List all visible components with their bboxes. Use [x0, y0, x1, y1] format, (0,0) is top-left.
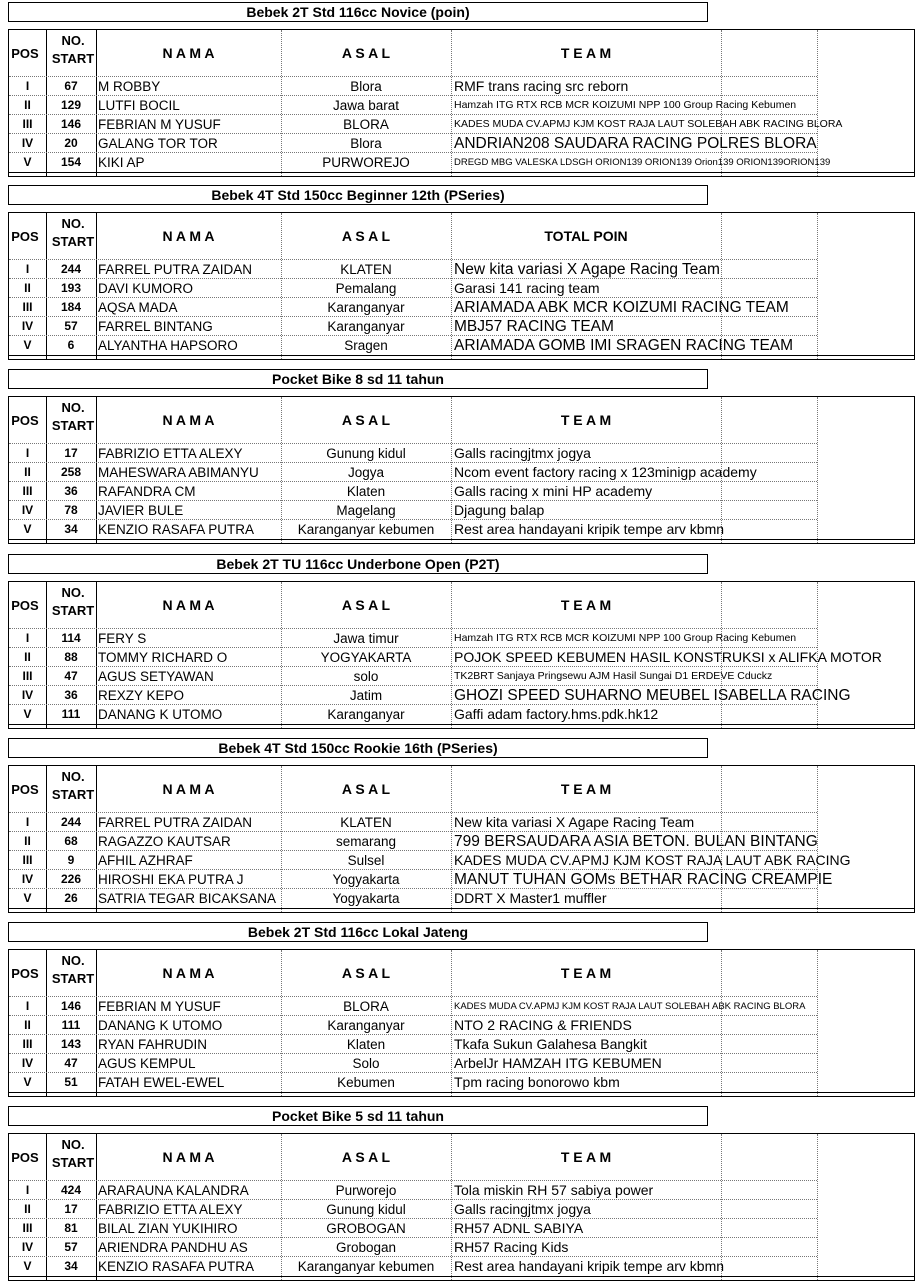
header-start: START: [51, 418, 95, 433]
result-row: [9, 1035, 914, 1054]
table-bottom-rule: [9, 724, 914, 725]
results-table: [8, 212, 915, 360]
rider-origin: Pemalang: [335, 281, 397, 296]
race-section: [0, 554, 920, 734]
position: III: [22, 484, 33, 498]
start-number: 36: [64, 688, 78, 702]
position: V: [23, 707, 32, 721]
result-row: [9, 686, 914, 705]
rider-name: DAVI KUMORO: [98, 281, 194, 296]
header-nama: N A M A: [162, 965, 215, 981]
position: II: [24, 1202, 31, 1216]
rider-name: KIKI AP: [98, 155, 145, 170]
result-row: [9, 667, 914, 686]
race-section: [0, 738, 920, 918]
result-row: [9, 813, 914, 832]
header-team: T E A M: [560, 412, 612, 428]
rider-origin: BLORA: [343, 999, 389, 1014]
rider-origin: Purworejo: [335, 1183, 397, 1198]
rider-team: GHOZI SPEED SUHARNO MEUBEL ISABELLA RACING: [454, 687, 851, 704]
start-number: 6: [67, 338, 75, 352]
rider-name: ARARAUNA KALANDRA: [98, 1183, 249, 1198]
start-number: 226: [60, 872, 82, 886]
rider-name: FABRIZIO ETTA ALEXY: [98, 446, 243, 461]
rider-team: Galls racingjtmx jogya: [454, 445, 591, 461]
rider-name: KENZIO RASAFA PUTRA: [98, 1259, 255, 1274]
rider-team: TK2BRT Sanjaya Pringsewu AJM Hasil Sungai D1 ERDEVE Cduckz: [454, 670, 773, 682]
start-number: 244: [60, 815, 82, 829]
position: III: [22, 853, 33, 867]
position: II: [24, 650, 31, 664]
race-section: [0, 2, 920, 182]
header-no-start: [50, 952, 96, 988]
start-number: 20: [64, 136, 78, 150]
header-no-start: [50, 768, 96, 804]
rider-name: FEBRIAN M YUSUF: [98, 117, 221, 132]
rider-team: RH57 Racing Kids: [454, 1239, 569, 1255]
section-title: Bebek 4T Std 150cc Rookie 16th (PSeries): [8, 738, 708, 758]
header-start: START: [51, 787, 95, 802]
rider-name: HIROSHI EKA PUTRA J: [98, 872, 244, 887]
rider-team: Tkafa Sukun Galahesa Bangkit: [454, 1036, 648, 1052]
header-pos: POS: [11, 597, 39, 613]
position: IV: [21, 319, 34, 333]
rider-name: KENZIO RASAFA PUTRA: [98, 522, 255, 537]
position: V: [23, 1075, 32, 1089]
rider-team: RMF trans racing src reborn: [454, 78, 629, 94]
rider-name: AQSA MADA: [98, 300, 178, 315]
rider-team: Djagung balap: [454, 502, 545, 518]
result-row: [9, 1257, 914, 1276]
header-asal: A S A L: [341, 412, 391, 428]
rider-origin: Yogyakarta: [332, 891, 400, 906]
rider-origin: Klaten: [346, 484, 386, 499]
rider-team: POJOK SPEED KEBUMEN HASIL KONSTRUKSI x ALIFKA MOTOR: [454, 649, 882, 665]
section-title: Pocket Bike 8 sd 11 tahun: [8, 369, 708, 389]
header-team: TOTAL POIN: [544, 228, 628, 244]
result-row: [9, 317, 914, 336]
position: V: [23, 522, 32, 536]
result-row: [9, 96, 914, 115]
position: IV: [21, 688, 34, 702]
table-bottom-rule: [9, 355, 914, 356]
position: I: [25, 79, 30, 93]
rider-name: RAFANDRA CM: [98, 484, 196, 499]
rider-name: FARREL PUTRA ZAIDAN: [98, 262, 253, 277]
position: IV: [21, 1056, 34, 1070]
rider-origin: Sulsel: [347, 853, 385, 868]
rider-name: GALANG TOR TOR: [98, 136, 218, 151]
results-table: [8, 765, 915, 913]
header-team: T E A M: [560, 965, 612, 981]
rider-name: BILAL ZIAN YUKIHIRO: [98, 1221, 238, 1236]
rider-team: Galls racingjtmx jogya: [454, 1201, 591, 1217]
header-no-start: [50, 399, 96, 435]
start-number: 184: [60, 300, 82, 314]
rider-origin: BLORA: [343, 117, 389, 132]
rider-origin: solo: [353, 669, 379, 684]
header-pos: POS: [11, 45, 39, 61]
header-start: START: [51, 51, 95, 66]
rider-name: FEBRIAN M YUSUF: [98, 999, 221, 1014]
header-no-start: [50, 32, 96, 68]
result-row: [9, 1054, 914, 1073]
rider-origin: Karanganyar kebumen: [297, 522, 435, 537]
rider-name: TOMMY RICHARD O: [98, 650, 228, 665]
header-asal: A S A L: [341, 781, 391, 797]
section-title: Pocket Bike 5 sd 11 tahun: [8, 1106, 708, 1126]
rider-team: NTO 2 RACING & FRIENDS: [454, 1017, 632, 1033]
start-number: 258: [60, 465, 82, 479]
result-row: [9, 889, 914, 908]
header-pos: POS: [11, 228, 39, 244]
result-row: [9, 1073, 914, 1092]
header-pos: POS: [11, 781, 39, 797]
results-table: [8, 1133, 915, 1281]
position: II: [24, 834, 31, 848]
result-row: [9, 463, 914, 482]
table-bottom-rule: [9, 539, 914, 540]
rider-team: MBJ57 RACING TEAM: [454, 318, 614, 335]
start-number: 111: [61, 707, 81, 721]
start-number: 51: [64, 1075, 78, 1089]
header-start: START: [51, 1155, 95, 1170]
start-number: 67: [64, 79, 78, 93]
start-number: 17: [64, 446, 78, 460]
rider-name: FATAH EWEL-EWEL: [98, 1075, 225, 1090]
rider-origin: Karanganyar: [327, 300, 405, 315]
position: I: [25, 1183, 30, 1197]
rider-team: Tola miskin RH 57 sabiya power: [454, 1182, 654, 1198]
position: III: [22, 117, 33, 131]
rider-name: FERY S: [98, 631, 147, 646]
start-number: 154: [60, 155, 82, 169]
header-no: NO.: [61, 400, 85, 415]
position: IV: [21, 872, 34, 886]
rider-origin: KLATEN: [340, 815, 392, 830]
rider-origin: GROBOGAN: [326, 1221, 406, 1236]
results-table: [8, 396, 915, 544]
rider-origin: Blora: [350, 79, 382, 94]
position: II: [24, 98, 31, 112]
position: I: [25, 999, 30, 1013]
header-start: START: [51, 971, 95, 986]
position: II: [24, 281, 31, 295]
result-row: [9, 1219, 914, 1238]
header-no: NO.: [61, 585, 85, 600]
rider-name: REXZY KEPO: [98, 688, 185, 703]
position: V: [23, 338, 32, 352]
header-no-start: [50, 215, 96, 251]
result-row: [9, 134, 914, 153]
rider-team: New kita variasi X Agape Racing Team: [454, 261, 720, 278]
rider-team: ARIAMADA ABK MCR KOIZUMI RACING TEAM: [454, 299, 789, 316]
position: IV: [21, 503, 34, 517]
position: II: [24, 465, 31, 479]
start-number: 34: [64, 522, 78, 536]
rider-origin: Yogyakarta: [332, 872, 400, 887]
result-row: [9, 870, 914, 889]
start-number: 47: [64, 669, 78, 683]
rider-team: ANDRIAN208 SAUDARA RACING POLRES BLORA: [454, 135, 817, 152]
rider-name: MAHESWARA ABIMANYU: [98, 465, 259, 480]
position: IV: [21, 1240, 34, 1254]
rider-origin: Karanganyar: [327, 707, 405, 722]
rider-name: AFHIL AZHRAF: [98, 853, 193, 868]
result-row: [9, 648, 914, 667]
start-number: 114: [61, 631, 81, 645]
rider-origin: Sragen: [344, 338, 388, 353]
rider-name: ARIENDRA PANDHU AS: [98, 1240, 248, 1255]
rider-name: JAVIER BULE: [98, 503, 184, 518]
result-row: [9, 1200, 914, 1219]
rider-team: Galls racing x mini HP academy: [454, 483, 653, 499]
rider-origin: Karanganyar: [327, 1018, 405, 1033]
rider-team: RH57 ADNL SABIYA: [454, 1220, 584, 1236]
start-number: 36: [64, 484, 78, 498]
rider-origin: Karanganyar: [327, 319, 405, 334]
header-asal: A S A L: [341, 597, 391, 613]
rider-team: MANUT TUHAN GOMs BETHAR RACING CREAMPIE: [454, 871, 833, 888]
header-asal: A S A L: [341, 1149, 391, 1165]
position: II: [24, 1018, 31, 1032]
rider-origin: Klaten: [346, 1037, 386, 1052]
header-asal: A S A L: [341, 965, 391, 981]
rider-origin: KLATEN: [340, 262, 392, 277]
race-section: [0, 1106, 920, 1286]
results-table: [8, 949, 915, 1097]
rider-name: RAGAZZO KAUTSAR: [98, 834, 231, 849]
position: V: [23, 891, 32, 905]
start-number: 193: [60, 281, 82, 295]
rider-name: RYAN FAHRUDIN: [98, 1037, 208, 1052]
result-row: [9, 832, 914, 851]
rider-name: LUTFI BOCIL: [98, 98, 180, 113]
result-row: [9, 444, 914, 463]
rider-name: ALYANTHA HAPSORO: [98, 338, 238, 353]
header-no: NO.: [61, 1137, 85, 1152]
header-pos: POS: [11, 1149, 39, 1165]
rider-team: Rest area handayani kripik tempe arv kbmn: [454, 1258, 725, 1274]
start-number: 47: [64, 1056, 78, 1070]
position: V: [23, 1259, 32, 1273]
rider-team: Tpm racing bonorowo kbm: [454, 1074, 620, 1090]
result-row: [9, 1181, 914, 1200]
start-number: 26: [64, 891, 78, 905]
race-section: [0, 369, 920, 549]
section-title: Bebek 2T Std 116cc Novice (poin): [8, 2, 708, 22]
start-number: 146: [60, 999, 82, 1013]
result-row: [9, 997, 914, 1016]
start-number: 111: [61, 1018, 81, 1032]
header-nama: N A M A: [162, 781, 215, 797]
race-section: [0, 922, 920, 1102]
header-no: NO.: [61, 216, 85, 231]
start-number: 81: [64, 1221, 78, 1235]
rider-name: AGUS KEMPUL: [98, 1056, 196, 1071]
rider-team: ArbelJr HAMZAH ITG KEBUMEN: [454, 1055, 662, 1071]
rider-team: KADES MUDA CV.APMJ KJM KOST RAJA LAUT SOLEBAH ABK RACING BLORA: [454, 118, 843, 130]
rider-origin: Gunung kidul: [326, 1202, 406, 1217]
result-row: [9, 629, 914, 648]
position: I: [25, 631, 30, 645]
result-row: [9, 501, 914, 520]
rider-name: SATRIA TEGAR BICAKSANA: [98, 891, 277, 906]
section-title: Bebek 2T TU 116cc Underbone Open (P2T): [8, 554, 708, 574]
start-number: 57: [64, 319, 78, 333]
rider-origin: PURWOREJO: [322, 155, 410, 170]
position: IV: [21, 136, 34, 150]
result-row: [9, 115, 914, 134]
rider-name: FARREL PUTRA ZAIDAN: [98, 815, 253, 830]
rider-team: DDRT X Master1 muffler: [454, 890, 607, 906]
start-number: 424: [60, 1183, 82, 1197]
start-number: 57: [64, 1240, 78, 1254]
rider-team: Hamzah ITG RTX RCB MCR KOIZUMI NPP 100 Group Racing Kebumen: [454, 632, 797, 644]
rider-name: AGUS SETYAWAN: [98, 669, 214, 684]
position: III: [22, 669, 33, 683]
header-no: NO.: [61, 33, 85, 48]
rider-team: Rest area handayani kripik tempe arv kbmn: [454, 521, 725, 537]
position: III: [22, 1037, 33, 1051]
rider-team: KADES MUDA CV.APMJ KJM KOST RAJA LAUT ABK RACING: [454, 852, 851, 868]
rider-team: Ncom event factory racing x 123minigp academy: [454, 464, 757, 480]
result-row: [9, 1016, 914, 1035]
start-number: 143: [60, 1037, 82, 1051]
rider-team: ARIAMADA GOMB IMI SRAGEN RACING TEAM: [454, 337, 794, 354]
result-row: [9, 153, 914, 172]
result-row: [9, 336, 914, 355]
rider-origin: Grobogan: [335, 1240, 397, 1255]
start-number: 78: [64, 503, 78, 517]
header-team: T E A M: [560, 45, 612, 61]
result-row: [9, 279, 914, 298]
header-nama: N A M A: [162, 45, 215, 61]
rider-team: KADES MUDA CV.APMJ KJM KOST RAJA LAUT SOLEBAH ABK RACING BLORA: [454, 1001, 806, 1012]
rider-origin: Jawa timur: [333, 631, 399, 646]
position: I: [25, 446, 30, 460]
rider-origin: Karanganyar kebumen: [297, 1259, 435, 1274]
header-team: T E A M: [560, 781, 612, 797]
table-bottom-rule: [9, 1276, 914, 1277]
rider-name: M ROBBY: [98, 79, 161, 94]
table-bottom-rule: [9, 172, 914, 173]
section-title: Bebek 2T Std 116cc Lokal Jateng: [8, 922, 708, 942]
header-no: NO.: [61, 769, 85, 784]
result-row: [9, 851, 914, 870]
rider-origin: Magelang: [336, 503, 396, 518]
rider-team: DREGD MBG VALESKA LDSGH ORION139 ORION139 Orion139 ORION139ORION139: [454, 157, 831, 168]
header-nama: N A M A: [162, 412, 215, 428]
result-row: [9, 260, 914, 279]
rider-team: New kita variasi X Agape Racing Team: [454, 814, 695, 830]
rider-origin: Kebumen: [337, 1075, 395, 1090]
start-number: 129: [60, 98, 82, 112]
start-number: 68: [64, 834, 78, 848]
header-no-start: [50, 584, 96, 620]
start-number: 17: [64, 1202, 78, 1216]
rider-team: Hamzah ITG RTX RCB MCR KOIZUMI NPP 100 Group Racing Kebumen: [454, 99, 797, 111]
result-row: [9, 77, 914, 96]
start-number: 34: [64, 1259, 78, 1273]
table-bottom-rule: [9, 1092, 914, 1093]
header-nama: N A M A: [162, 1149, 215, 1165]
rider-name: DANANG K UTOMO: [98, 707, 223, 722]
start-number: 88: [64, 650, 78, 664]
position: I: [25, 815, 30, 829]
rider-origin: Blora: [350, 136, 382, 151]
rider-origin: semarang: [335, 834, 397, 849]
position: V: [23, 155, 32, 169]
header-team: T E A M: [560, 1149, 612, 1165]
table-bottom-rule: [9, 908, 914, 909]
rider-origin: Jogya: [347, 465, 385, 480]
start-number: 9: [67, 853, 75, 867]
rider-team: Gaffi adam factory.hms.pdk.hk12: [454, 706, 659, 722]
header-no: NO.: [61, 953, 85, 968]
position: III: [22, 1221, 33, 1235]
header-start: START: [51, 603, 95, 618]
result-row: [9, 482, 914, 501]
results-table: [8, 581, 915, 729]
rider-origin: Gunung kidul: [326, 446, 406, 461]
result-row: [9, 705, 914, 724]
result-row: [9, 298, 914, 317]
result-row: [9, 520, 914, 539]
rider-team: Garasi 141 racing team: [454, 280, 600, 296]
header-asal: A S A L: [341, 45, 391, 61]
rider-name: DANANG K UTOMO: [98, 1018, 223, 1033]
rider-origin: YOGYAKARTA: [320, 650, 412, 665]
rider-origin: Solo: [352, 1056, 380, 1071]
rider-origin: Jatim: [349, 688, 383, 703]
header-pos: POS: [11, 412, 39, 428]
start-number: 244: [60, 262, 82, 276]
rider-name: FARREL BINTANG: [98, 319, 213, 334]
position: III: [22, 300, 33, 314]
header-nama: N A M A: [162, 597, 215, 613]
header-no-start: [50, 1136, 96, 1172]
result-row: [9, 1238, 914, 1257]
rider-name: FABRIZIO ETTA ALEXY: [98, 1202, 243, 1217]
race-section: [0, 185, 920, 365]
header-team: T E A M: [560, 597, 612, 613]
header-nama: N A M A: [162, 228, 215, 244]
rider-origin: Jawa barat: [332, 98, 400, 113]
results-table: [8, 29, 915, 177]
header-start: START: [51, 234, 95, 249]
header-pos: POS: [11, 965, 39, 981]
header-asal: A S A L: [341, 228, 391, 244]
rider-team: 799 BERSAUDARA ASIA BETON. BULAN BINTANG: [454, 833, 818, 850]
section-title: Bebek 4T Std 150cc Beginner 12th (PSeries): [8, 185, 708, 205]
position: I: [25, 262, 30, 276]
start-number: 146: [60, 117, 82, 131]
